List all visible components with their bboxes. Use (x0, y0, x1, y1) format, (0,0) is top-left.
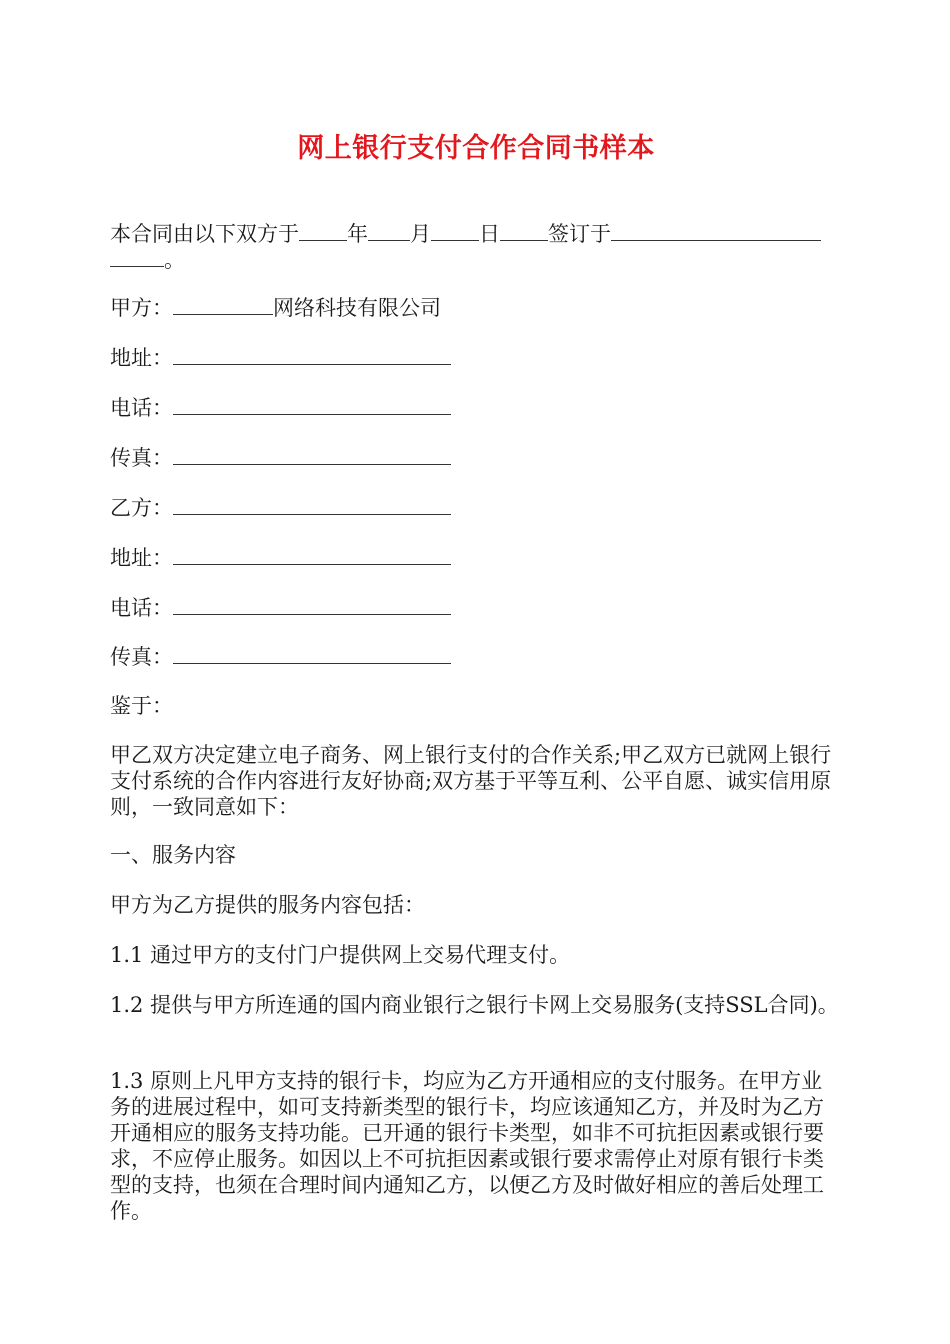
party-a-line (110, 294, 842, 321)
party-a-address-blank (173, 344, 451, 365)
party-b-fax-blank (173, 643, 451, 664)
party-a-phone-blank (173, 394, 451, 415)
party-b-fax (110, 643, 842, 670)
year-label: 年 (347, 222, 368, 246)
party-a-fax-blank (173, 444, 451, 465)
location-blank (611, 220, 821, 241)
whereas-label: 鉴于： (110, 694, 173, 718)
party-b-phone-label: 电话： (110, 596, 173, 620)
whereas-paragraph: 甲乙双方决定建立电子商务、网上银行支付的合作关系;甲乙双方已就网上银行支付系统的合作内容进行友好协商;双方基于平等互利、公平自愿、诚实信用原则，一致同意如下： (110, 743, 832, 819)
signed-at-label: 签订于 (548, 222, 611, 246)
year-blank (299, 220, 347, 241)
party-a-fax (110, 444, 842, 471)
party-a-label: 甲方： (110, 296, 173, 320)
party-a-address-label: 地址： (110, 346, 173, 370)
section-1-heading: 一、服务内容 (110, 843, 236, 867)
day-label: 日 (479, 222, 500, 246)
item-1-2: 1.2 提供与甲方所连通的国内商业银行之银行卡网上交易服务(支持SSL合同)。 (110, 993, 839, 1017)
party-a-fax-label: 传真： (110, 446, 173, 470)
item-1-1: 1.1 通过甲方的支付门户提供网上交易代理支付。 (110, 943, 571, 967)
party-b-address (110, 544, 842, 571)
party-a-name-blank (173, 294, 273, 315)
party-b-label: 乙方： (110, 496, 173, 520)
party-b-line (110, 494, 842, 521)
party-b-phone (110, 594, 842, 621)
month-label: 月 (410, 222, 431, 246)
day-blank (431, 220, 479, 241)
party-b-address-blank (173, 544, 451, 565)
party-a-phone (110, 394, 842, 421)
intro-end: 。 (164, 248, 185, 272)
item-1-3: 1.3 原则上凡甲方支持的银行卡，均应为乙方开通相应的支付服务。在甲方业务的进展过程中，如可支持新类型的银行卡，均应该通知乙方，并及时为乙方开通相应的服务支持功能。已开通的银行卡类型，如非不可抗拒因素或银行要求，不应停止服务。如因以上不可抗拒因素或银行要求需停止对原有银行卡类型的支持，也须在合理时间内通知乙方，以便乙方及时做好相应的善后处理工作。 (110, 1069, 824, 1223)
day-blank-2 (500, 220, 548, 241)
month-blank (368, 220, 410, 241)
party-b-phone-blank (173, 594, 451, 615)
party-a-address (110, 344, 842, 371)
party-b-name-blank (173, 494, 451, 515)
party-b-address-label: 地址： (110, 546, 173, 570)
party-a-phone-label: 电话： (110, 396, 173, 420)
intro-text: 本合同由以下双方于 (110, 222, 299, 246)
intro-paragraph (110, 220, 842, 247)
document-title: 网上银行支付合作合同书样本 (297, 133, 655, 164)
intro-paragraph-cont (110, 246, 842, 273)
party-b-fax-label: 传真： (110, 645, 173, 669)
party-a-company: 网络科技有限公司 (273, 296, 441, 320)
location-blank-cont (110, 246, 164, 267)
section-1-intro: 甲方为乙方提供的服务内容包括： (110, 893, 425, 917)
